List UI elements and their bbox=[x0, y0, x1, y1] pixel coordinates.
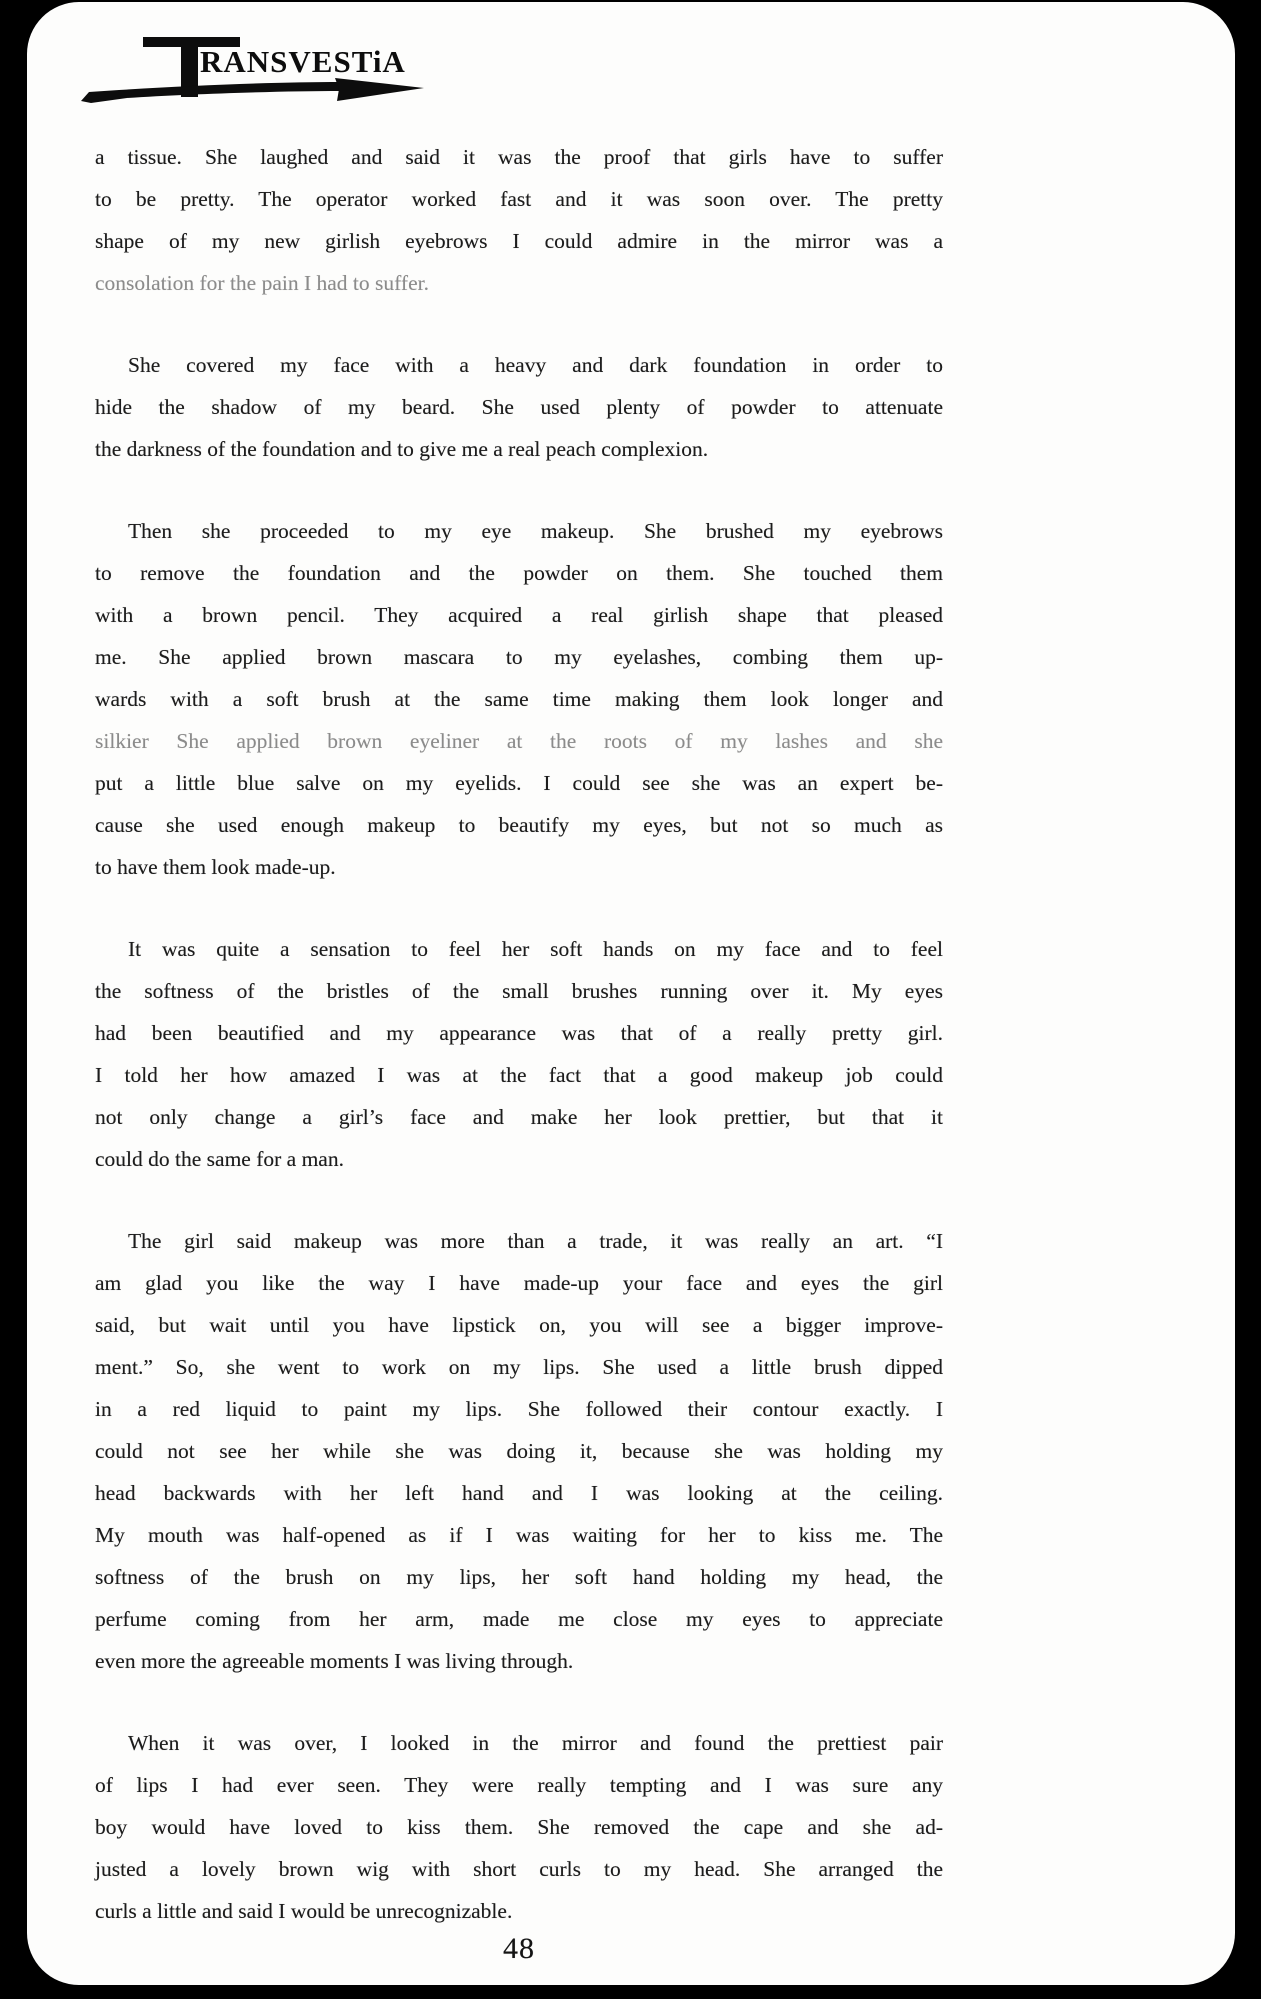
scanned-page bbox=[27, 2, 1235, 1985]
paragraph bbox=[95, 510, 943, 888]
text-line: The girl said makeup was more than a trade, it was really an art. “I bbox=[128, 1229, 943, 1253]
text-line: justed a lovely brown wig with short curls to my head. She arranged the bbox=[95, 1857, 943, 1881]
paragraph bbox=[95, 928, 943, 1180]
text-line: When it was over, I looked in the mirror and found the prettiest pair bbox=[128, 1731, 943, 1755]
text-line: in a red liquid to paint my lips. She followed their contour exactly. I bbox=[95, 1397, 943, 1421]
text-line: softness of the brush on my lips, her soft hand holding my head, the bbox=[95, 1565, 943, 1589]
transvestia-masthead bbox=[77, 24, 497, 108]
text-line: ment.” So, she went to work on my lips. She used a little brush dipped bbox=[95, 1355, 943, 1379]
text-line: the softness of the bristles of the small brushes running over it. My eyes bbox=[95, 979, 943, 1003]
text-line: of lips I had ever seen. They were really tempting and I was sure any bbox=[95, 1773, 943, 1797]
text-line: It was quite a sensation to feel her soft hands on my face and to feel bbox=[128, 937, 943, 961]
text-line: cause she used enough makeup to beautify my eyes, but not so much as bbox=[95, 813, 943, 837]
page-footer bbox=[95, 1932, 943, 1966]
text-line: am glad you like the way I have made-up your face and eyes the girl bbox=[95, 1271, 943, 1295]
text-line: My mouth was half-opened as if I was waiting for her to kiss me. The bbox=[95, 1523, 943, 1547]
text-line: the darkness of the foundation and to give me a real peach complexion. bbox=[95, 437, 709, 461]
text-line: to have them look made-up. bbox=[95, 855, 336, 879]
text-line: to remove the foundation and the powder on them. She touched them bbox=[95, 561, 943, 585]
text-line: curls a little and said I would be unrecognizable. bbox=[95, 1899, 513, 1923]
logo-title-text: RANSVESTiA bbox=[200, 44, 406, 79]
text-line: silkier She applied brown eyeliner at the roots of my lashes and she bbox=[95, 729, 943, 753]
text-line: could do the same for a man. bbox=[95, 1147, 344, 1171]
text-line: could not see her while she was doing it, because she was holding my bbox=[95, 1439, 943, 1463]
text-line: perfume coming from her arm, made me close my eyes to appreciate bbox=[95, 1607, 943, 1631]
page-number: 48 bbox=[503, 1932, 535, 1965]
text-line: consolation for the pain I had to suffer. bbox=[95, 271, 429, 295]
text-line: with a brown pencil. They acquired a real girlish shape that pleased bbox=[95, 603, 943, 627]
paragraph bbox=[95, 344, 943, 470]
text-line: She covered my face with a heavy and dark foundation in order to bbox=[128, 353, 943, 377]
paragraph bbox=[95, 1220, 943, 1682]
text-body bbox=[95, 136, 943, 1972]
text-line: boy would have loved to kiss them. She removed the cape and she ad- bbox=[95, 1815, 943, 1839]
text-line: put a little blue salve on my eyelids. I could see she was an expert be- bbox=[95, 771, 943, 795]
text-line: said, but wait until you have lipstick on, you will see a bigger improve- bbox=[95, 1313, 943, 1337]
paragraph bbox=[95, 136, 943, 304]
text-line: shape of my new girlish eyebrows I could admire in the mirror was a bbox=[95, 229, 943, 253]
arrow-swoosh-icon bbox=[79, 77, 424, 105]
text-line: had been beautified and my appearance was that of a really pretty girl. bbox=[95, 1021, 943, 1045]
text-line: Then she proceeded to my eye makeup. She brushed my eyebrows bbox=[128, 519, 943, 543]
text-line: I told her how amazed I was at the fact that a good makeup job could bbox=[95, 1063, 943, 1087]
paragraph bbox=[95, 1722, 943, 1932]
text-line: even more the agreeable moments I was living through. bbox=[95, 1649, 574, 1673]
text-line: head backwards with her left hand and I was looking at the ceiling. bbox=[95, 1481, 943, 1505]
text-line: to be pretty. The operator worked fast and it was soon over. The pretty bbox=[95, 187, 943, 211]
text-line: me. She applied brown mascara to my eyelashes, combing them up- bbox=[95, 645, 943, 669]
text-line: hide the shadow of my beard. She used plenty of powder to attenuate bbox=[95, 395, 943, 419]
text-line: a tissue. She laughed and said it was the proof that girls have to suffer bbox=[95, 145, 943, 169]
text-line: wards with a soft brush at the same time making them look longer and bbox=[95, 687, 943, 711]
text-line: not only change a girl’s face and make her look prettier, but that it bbox=[95, 1105, 943, 1129]
